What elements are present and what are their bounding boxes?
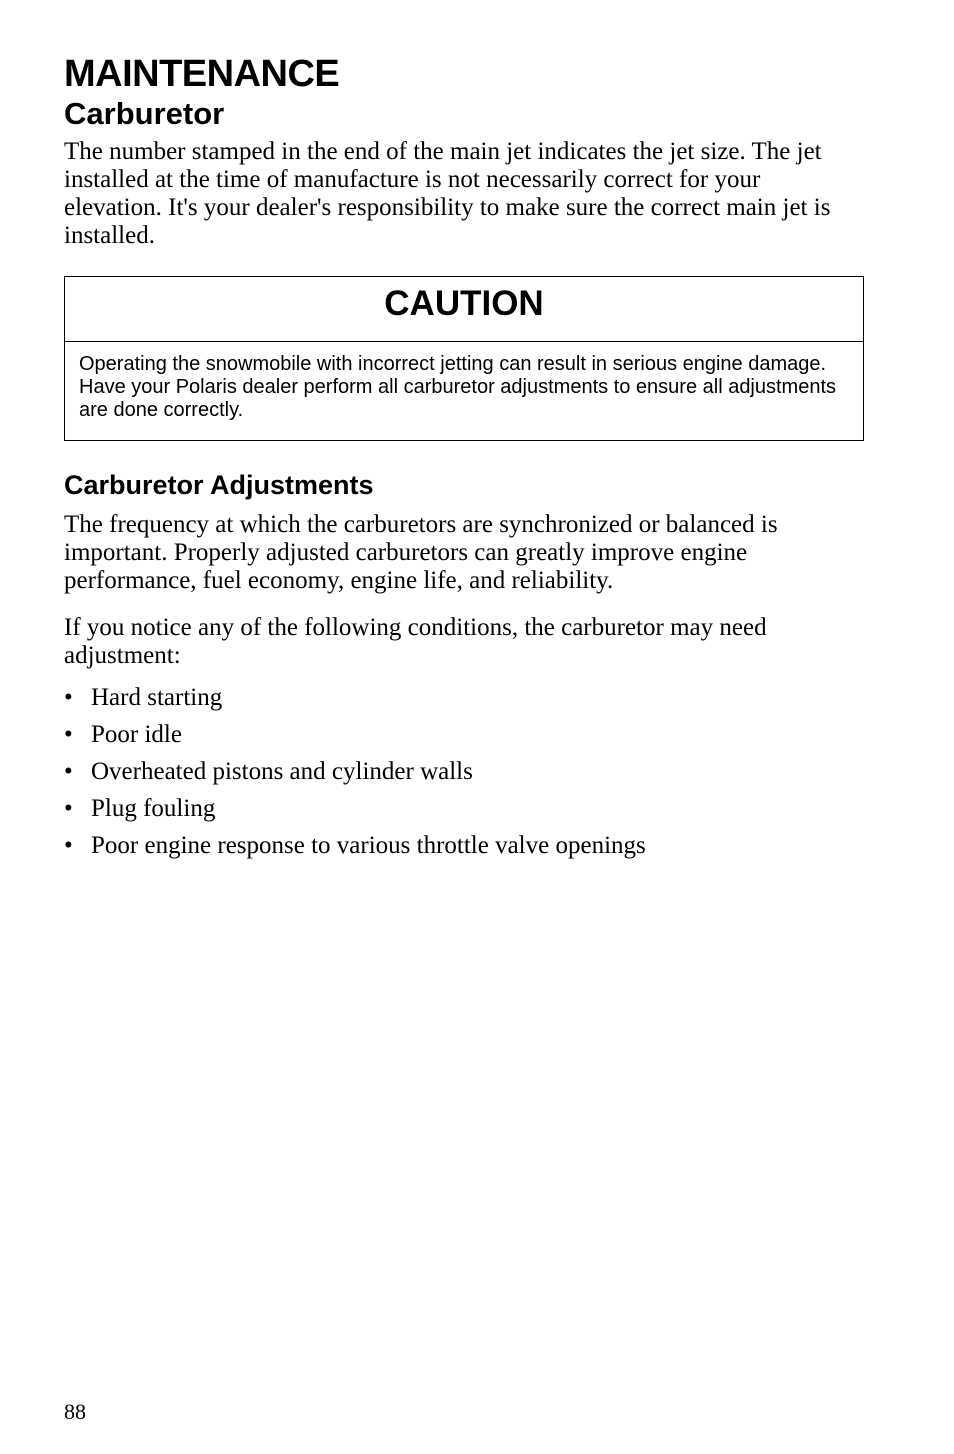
list-item	[64, 832, 864, 860]
subsection-title: Carburetor	[64, 96, 225, 131]
list-item	[64, 795, 864, 823]
section-title: MAINTENANCE	[64, 53, 340, 95]
manual-page	[64, 52, 864, 869]
caution-box	[64, 276, 864, 441]
list-item-text: Poor idle	[91, 721, 182, 748]
adjustments-paragraph-1: The frequency at which the carburetors are synchronized or balanced is important. Properly adjusted carburetors can greatly improve engine performance, fuel economy, engine life, and reliability.	[64, 511, 778, 594]
caution-title: CAUTION	[65, 277, 863, 342]
bullet-icon: •	[64, 795, 73, 822]
bullet-icon: •	[64, 721, 73, 748]
list-item-text: Overheated pistons and cylinder walls	[91, 758, 473, 785]
bullet-icon: •	[64, 684, 73, 711]
bullet-icon: •	[64, 832, 73, 859]
list-item-text: Plug fouling	[91, 795, 216, 822]
list-item-text: Hard starting	[91, 684, 223, 711]
list-item	[64, 758, 864, 786]
list-item	[64, 721, 864, 749]
page-number: 88	[64, 1399, 86, 1424]
adjustments-heading: Carburetor Adjustments	[64, 470, 374, 500]
intro-paragraph: The number stamped in the end of the main jet indicates the jet size. The jet installed at the time of manufacture is not necessarily correct for your elevation. It's your dealer's responsibility to make sure the correct main jet is installed.	[64, 138, 831, 249]
adjustments-paragraph-2: If you notice any of the following conditions, the carburetor may need adjustment:	[64, 614, 767, 669]
list-item	[64, 684, 864, 712]
bullet-icon: •	[64, 758, 73, 785]
caution-text: Operating the snowmobile with incorrect jetting can result in serious engine damage. Have your Polaris dealer perform all carburetor adjustments to ensure all adjustments are done correctly.	[79, 353, 837, 421]
list-item-text: Poor engine response to various throttle valve openings	[91, 832, 646, 859]
conditions-list	[64, 684, 864, 860]
